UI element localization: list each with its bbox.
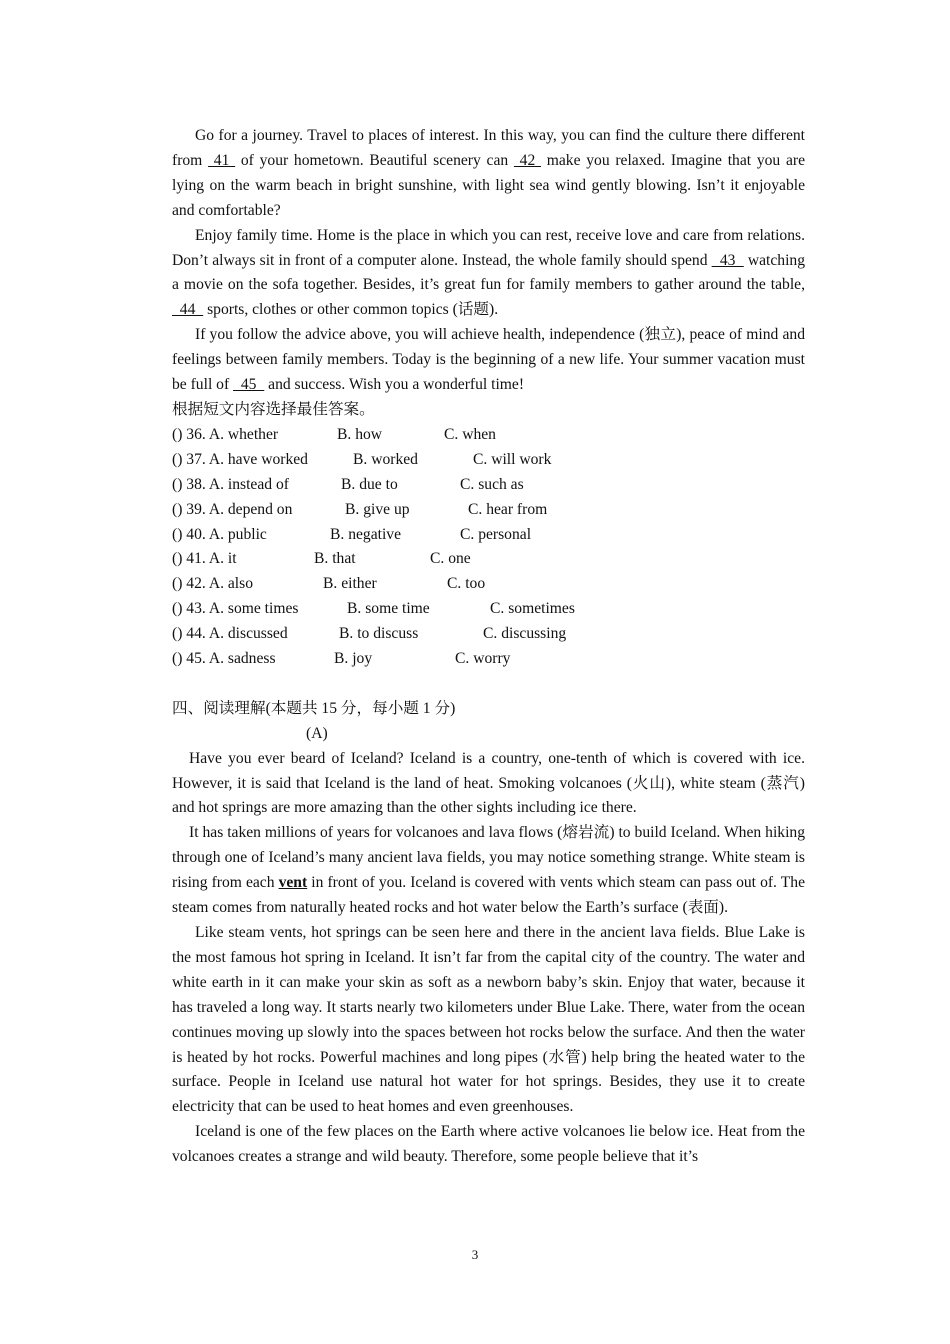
option-a: () 40. A. public	[172, 525, 267, 543]
text: make you relaxed. Imagine that you are lying on the warm beach in bright sunshine, with light sea wind gently blowing. Isn’t it enjoyable and comfortable?	[172, 151, 805, 219]
text: It has taken millions of years for volcanoes and lava flows (熔岩流) to build Iceland. When hiking through one of Iceland’s many ancient lava fields, you may notice something strange. White steam is rising from each	[172, 824, 805, 892]
text: If you follow the advice above, you will achieve health, independence (独立), peace of mind and feelings between family members. Today is the beginning of a new life. Your summer vacation must be full of	[172, 326, 805, 394]
paragraph-volcanoes: Iceland is one of the few places on the Earth where active volcanoes lie below ice. Heat from the volcanoes creates a strange and wild beauty. Therefore, some people believe that it’s	[172, 1123, 805, 1166]
blank-43: 43	[711, 251, 744, 269]
option-b: B. give up	[345, 500, 410, 518]
keyword-vent: vent	[278, 874, 308, 892]
paragraph-advice	[172, 323, 805, 398]
text: in front of you. Iceland is covered with vents which steam can pass out of. The steam comes from naturally heated rocks and hot water below the Earth’s surface (表面).	[172, 874, 805, 917]
option-b: B. worked	[353, 450, 418, 468]
text: and success. Wish you a wonderful time!	[264, 376, 525, 394]
option-c: C. discussing	[483, 625, 567, 643]
question-row	[172, 498, 805, 523]
section-heading: 四、阅读理解(本题共 15 分，每小题 1 分)	[172, 699, 456, 717]
question-row	[172, 423, 805, 448]
text: Go for a journey. Travel to places of interest. In this way, you can find the culture there different from	[172, 127, 805, 169]
option-b: B. joy	[334, 650, 373, 668]
question-row	[172, 572, 805, 597]
text: Enjoy family time. Home is the place in which you can rest, receive love and care from relations. Don’t always sit in front of a computer alone. Instead, the whole family should spend	[172, 226, 805, 269]
option-b: B. due to	[341, 475, 398, 493]
option-a: () 41. A. it	[172, 550, 237, 568]
instruction: 根据短文内容选择最佳答案。	[172, 400, 375, 418]
blank-41: 41	[208, 151, 236, 169]
option-c: C. too	[447, 575, 486, 593]
option-a: () 38. A. instead of	[172, 475, 289, 493]
option-a: () 37. A. have worked	[172, 450, 308, 468]
text: watching a movie on the sofa together. Besides, it’s great fun for family members to gather around the table,	[172, 251, 806, 294]
option-c: C. will work	[473, 450, 552, 468]
question-list	[172, 423, 805, 672]
blank-42: 42	[513, 151, 541, 169]
question-row	[172, 647, 805, 672]
blank-44: 44	[172, 301, 204, 319]
text: sports, clothes or other common topics (话题).	[203, 301, 499, 319]
option-a: () 36. A. whether	[172, 425, 279, 443]
option-b: B. negative	[330, 525, 402, 543]
question-row	[172, 473, 805, 498]
paragraph-hot-springs: Like steam vents, hot springs can be seen here and there in the ancient lava fields. Blue Lake is the most famous hot spring in Iceland. It isn’t far from the capital city of the country. The water and white earth in it can make your skin as soft as a newborn baby’s skin. Enjoy that water, because it has traveled a long way. It starts nearly two kilometers under Blue Lake. There, water from the ocean continues moving up slowly into the spaces between hot rocks below the surface. And then the water is heated by hot rocks. Powerful machines and long pipes (水管) help bring the heated water to the surface. People in Iceland use natural hot water for hot springs. Besides, they use it to create electricity that can be used to heat homes and even greenhouses.	[172, 923, 805, 1116]
question-row	[172, 523, 805, 548]
option-b: B. some time	[347, 600, 430, 618]
question-row	[172, 597, 805, 622]
option-c: C. sometimes	[490, 600, 575, 618]
option-a: () 39. A. depend on	[172, 500, 293, 518]
option-c: C. one	[430, 550, 471, 568]
blank-45: 45	[233, 376, 265, 394]
option-b: B. either	[323, 575, 377, 593]
option-b: B. to discuss	[339, 625, 419, 643]
question-row	[172, 448, 805, 473]
option-a: () 45. A. sadness	[172, 650, 276, 668]
section-subheading: (A)	[306, 724, 328, 742]
question-row	[172, 547, 805, 572]
option-b: B. how	[337, 425, 383, 443]
option-c: C. worry	[455, 650, 511, 668]
spacer	[172, 672, 805, 697]
option-c: C. such as	[460, 475, 524, 493]
paragraph-iceland-intro: Have you ever beard of Iceland? Iceland is a country, one-tenth of which is covered with ice. However, it is said that Iceland is the land of heat. Smoking volcanoes (火山), white steam (蒸汽) and hot springs are more amazing than the other sights including ice there.	[172, 749, 805, 817]
option-c: C. hear from	[468, 500, 548, 518]
paragraph-journey	[172, 124, 805, 224]
option-a: () 42. A. also	[172, 575, 253, 593]
option-a: () 43. A. some times	[172, 600, 299, 618]
option-b: B. that	[314, 550, 356, 568]
question-row	[172, 622, 805, 647]
paragraph-family	[172, 224, 805, 324]
option-a: () 44. A. discussed	[172, 625, 288, 643]
document-page	[172, 124, 805, 1170]
option-c: C. personal	[460, 525, 532, 543]
option-c: C. when	[444, 425, 496, 443]
text: of your hometown. Beautiful scenery can	[235, 151, 514, 169]
page-number: 3	[471, 1247, 479, 1262]
paragraph-lava	[172, 821, 805, 921]
